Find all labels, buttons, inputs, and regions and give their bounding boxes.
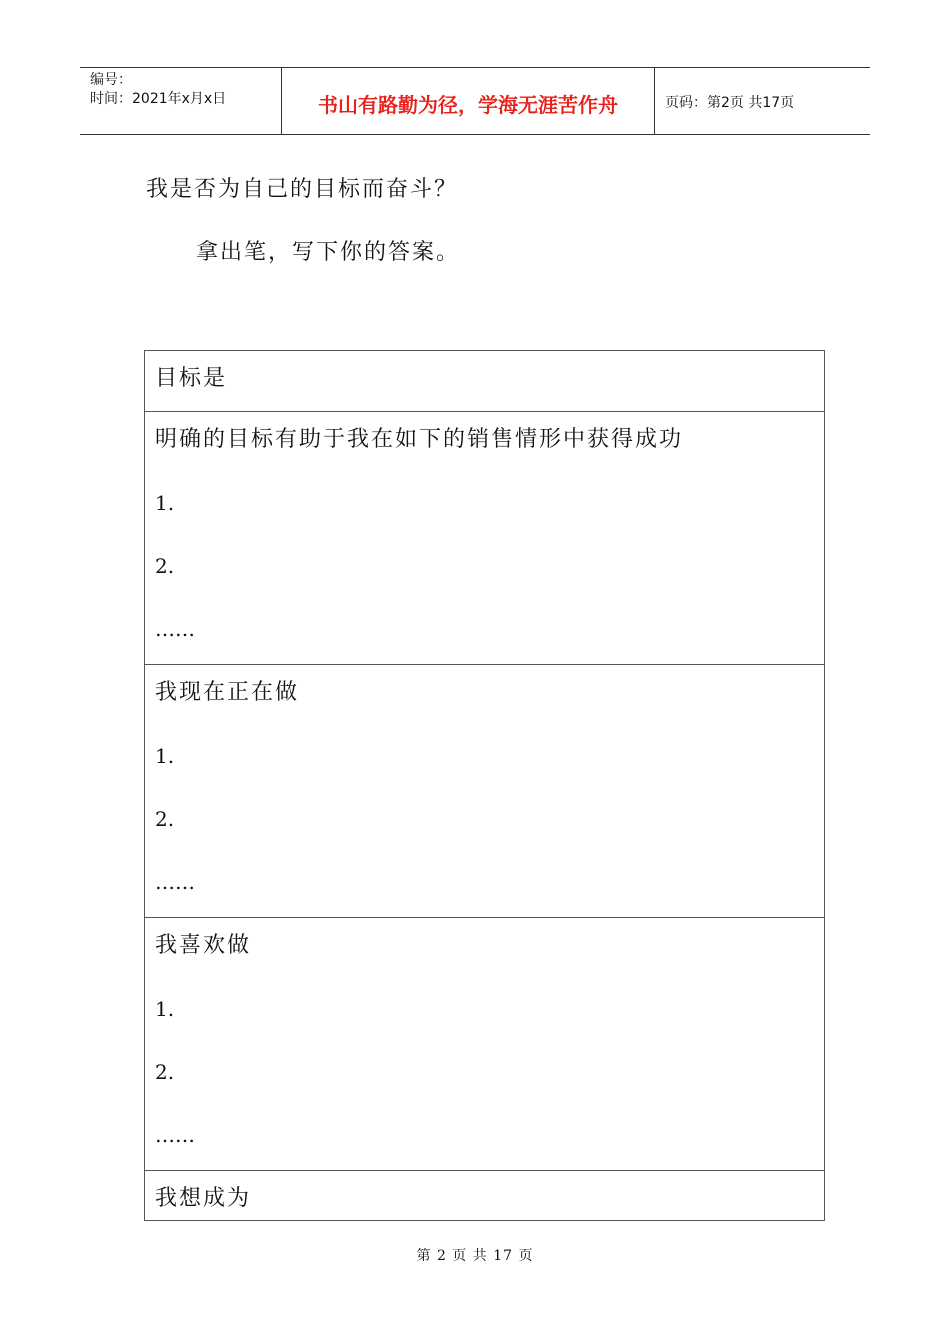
list-item: 2. xyxy=(155,807,175,831)
instruction-text: 拿出笔，写下你的答案。 xyxy=(196,240,461,265)
page-header xyxy=(80,67,870,135)
question-text: 我是否为自己的目标而奋斗？ xyxy=(146,177,459,202)
header-page-label: 页码：第2页 共17页 xyxy=(665,95,795,111)
clear-goal-section xyxy=(145,411,824,664)
list-item: 1. xyxy=(155,744,175,768)
header-meta xyxy=(80,68,282,134)
goal-label: 目标是 xyxy=(155,366,228,391)
header-motto: 书山有路勤为径，学海无涯苦作舟 xyxy=(282,68,655,134)
document-time-label: 时间：2021年x月x日 xyxy=(90,91,227,107)
list-item: 1. xyxy=(155,491,175,515)
document-number-label: 编号： xyxy=(90,72,132,88)
list-item: …… xyxy=(155,617,195,641)
want-to-be-label: 我想成为 xyxy=(155,1186,252,1211)
goal-section xyxy=(145,351,824,411)
list-item: 1. xyxy=(155,997,175,1021)
want-to-be-section xyxy=(145,1170,824,1220)
doing-now-section xyxy=(145,664,824,917)
like-doing-title: 我喜欢做 xyxy=(155,933,252,958)
list-item: …… xyxy=(155,870,195,894)
list-item: …… xyxy=(155,1123,195,1147)
answer-form-table xyxy=(144,350,825,1221)
page-footer: 第 2 页 共 17 页 xyxy=(416,1248,534,1264)
list-item: 2. xyxy=(155,1060,175,1084)
clear-goal-title: 明确的目标有助于我在如下的销售情形中获得成功 xyxy=(155,427,684,452)
list-item: 2. xyxy=(155,554,175,578)
like-doing-section xyxy=(145,917,824,1170)
doing-now-title: 我现在正在做 xyxy=(155,680,300,705)
